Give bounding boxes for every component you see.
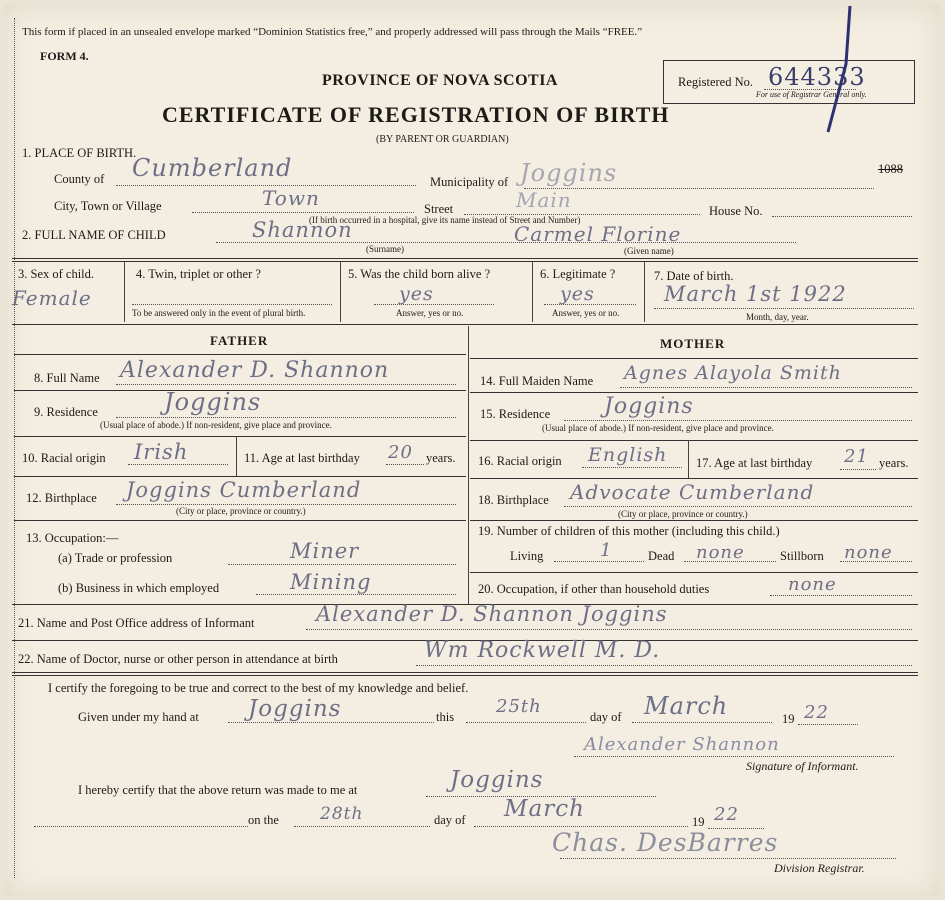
date-of-birth-value: March 1st 1922	[664, 282, 847, 306]
street-label: Street	[424, 202, 454, 216]
city-value: Town	[262, 186, 320, 210]
house-number-label: House No.	[709, 204, 763, 218]
trade-value: Miner	[290, 539, 360, 563]
sex-value: Female	[12, 286, 92, 310]
father-name-label: 8. Full Name	[34, 371, 100, 385]
return-year-prefix: 19	[692, 815, 705, 829]
father-occupation-label: 13. Occupation:—	[26, 531, 119, 545]
legitimate-label: 6. Legitimate ?	[540, 267, 616, 281]
born-alive-value: yes	[399, 283, 434, 305]
registrar-signature: Chas. DesBarres	[552, 828, 779, 857]
given-day-of-label: day of	[590, 710, 622, 724]
sex-label: 3. Sex of child.	[18, 267, 95, 281]
father-residence-value: Joggins	[164, 388, 262, 416]
child-given-name: Carmel Florine	[514, 222, 682, 246]
mother-racial-value: English	[588, 444, 668, 466]
mother-age-value: 21	[844, 446, 869, 467]
legitimate-note: Answer, yes or no.	[552, 308, 620, 318]
mother-birthplace-label: 18. Birthplace	[478, 493, 549, 507]
child-name-label: 2. FULL NAME OF CHILD	[22, 228, 166, 242]
father-heading: FATHER	[210, 333, 269, 348]
certificate-title: CERTIFICATE OF REGISTRATION OF BIRTH	[162, 102, 670, 127]
corner-number: 1088	[878, 162, 903, 176]
form-number: FORM 4.	[40, 49, 89, 63]
mother-residence-label: 15. Residence	[480, 407, 551, 421]
date-of-birth-label: 7. Date of birth.	[654, 269, 734, 283]
mother-name-label: 14. Full Maiden Name	[480, 374, 594, 388]
father-age-unit: years.	[426, 451, 456, 465]
born-alive-label: 5. Was the child born alive ?	[348, 267, 491, 281]
father-birthplace-value: Joggins Cumberland	[126, 478, 362, 502]
given-month-value: March	[644, 692, 729, 720]
county-label: County of	[54, 172, 105, 186]
informant-signature-caption: Signature of Informant.	[746, 759, 859, 773]
place-of-birth-label: 1. PLACE OF BIRTH.	[22, 146, 137, 160]
this-label: this	[436, 710, 455, 724]
municipality-value: Joggins	[520, 159, 618, 187]
birth-certificate-page	[4, 4, 940, 896]
dead-label: Dead	[648, 549, 675, 563]
given-year-value: 22	[804, 702, 829, 723]
registration-box	[663, 60, 915, 104]
father-age-value: 20	[388, 442, 413, 463]
on-the-label: on the	[248, 813, 279, 827]
father-birthplace-label: 12. Birthplace	[26, 491, 97, 505]
certify-statement: I certify the foregoing to be true and correct to the best of my knowledge and belief.	[48, 681, 469, 695]
street-value: Main	[516, 188, 572, 212]
given-name-caption: (Given name)	[624, 246, 674, 256]
mother-occupation-label: 20. Occupation, if other than household duties	[478, 582, 710, 596]
certificate-subtitle: (BY PARENT OR GUARDIAN)	[376, 134, 509, 145]
doctor-label: 22. Name of Doctor, nurse or other person in attendance at birth	[18, 652, 338, 666]
given-year-prefix: 19	[782, 712, 795, 726]
mother-residence-note: (Usual place of abode.) If non-resident, give place and province.	[542, 423, 774, 433]
informant-label: 21. Name and Post Office address of Informant	[18, 616, 255, 630]
mother-birthplace-note: (City or place, province or country.)	[618, 509, 748, 519]
stillborn-label: Stillborn	[780, 549, 824, 563]
child-surname: Shannon	[252, 218, 353, 242]
return-year-value: 22	[714, 804, 739, 825]
return-month-value: March	[504, 796, 585, 822]
father-residence-label: 9. Residence	[34, 405, 98, 419]
business-value: Mining	[290, 570, 372, 594]
mother-residence-value: Joggins	[604, 394, 694, 419]
legitimate-value: yes	[560, 283, 595, 305]
return-day-value: 28th	[320, 804, 364, 824]
return-day-of-label: day of	[434, 813, 466, 827]
province-heading: PROVINCE OF NOVA SCOTIA	[322, 72, 558, 89]
registered-number: 644333	[768, 63, 866, 91]
informant-signature: Alexander Shannon	[584, 734, 780, 755]
dead-value: none	[696, 542, 745, 563]
father-racial-value: Irish	[134, 440, 189, 464]
mother-occupation-value: none	[788, 574, 837, 595]
trade-label: (a) Trade or profession	[58, 551, 173, 565]
living-value: 1	[600, 540, 613, 561]
business-label: (b) Business in which employed	[58, 581, 220, 595]
mother-age-label: 17. Age at last birthday	[696, 456, 813, 470]
twin-note: To be answered only in the event of plural birth.	[132, 308, 306, 318]
registrar-signature-caption: Division Registrar.	[774, 861, 865, 875]
county-value: Cumberland	[132, 154, 293, 182]
given-place-value: Joggins	[248, 696, 342, 722]
born-alive-note: Answer, yes or no.	[396, 308, 464, 318]
date-of-birth-note: Month, day, year.	[746, 312, 809, 322]
informant-value: Alexander D. Shannon Joggins	[316, 602, 668, 626]
twin-label: 4. Twin, triplet or other ?	[136, 267, 261, 281]
children-count-label: 19. Number of children of this mother (including this child.)	[478, 524, 780, 538]
father-birthplace-note: (City or place, province or country.)	[176, 506, 306, 516]
municipality-label: Municipality of	[430, 175, 509, 189]
father-age-label: 11. Age at last birthday	[244, 451, 360, 465]
mother-age-unit: years.	[879, 456, 909, 470]
father-name-value: Alexander D. Shannon	[120, 358, 390, 383]
given-day-value: 25th	[496, 696, 542, 717]
hospital-note: (If birth occurred in a hospital, give its name instead of Street and Number)	[309, 215, 581, 225]
return-place-value: Joggins	[450, 767, 544, 793]
doctor-value: Wm Rockwell M. D.	[424, 638, 661, 663]
mother-name-value: Agnes Alayola Smith	[624, 362, 842, 384]
registrar-pen-stroke	[816, 4, 856, 139]
mother-heading: MOTHER	[660, 336, 726, 351]
mother-birthplace-value: Advocate Cumberland	[570, 480, 815, 504]
mother-racial-label: 16. Racial origin	[478, 454, 562, 468]
return-statement: I hereby certify that the above return was made to me at	[78, 783, 358, 797]
stillborn-value: none	[844, 542, 893, 563]
father-racial-label: 10. Racial origin	[22, 451, 106, 465]
mailing-notice: This form if placed in an unsealed envelope marked “Dominion Statistics free,” and properly addressed will pass through the Mails “FREE.”	[22, 26, 643, 38]
registered-label: Registered No.	[678, 75, 753, 89]
given-under-label: Given under my hand at	[78, 710, 199, 724]
father-residence-note: (Usual place of abode.) If non-resident, give place and province.	[100, 420, 332, 430]
living-label: Living	[510, 549, 544, 563]
surname-caption: (Surname)	[366, 244, 404, 254]
city-label: City, Town or Village	[54, 199, 162, 213]
registrar-note: For use of Registrar General only.	[756, 90, 867, 99]
